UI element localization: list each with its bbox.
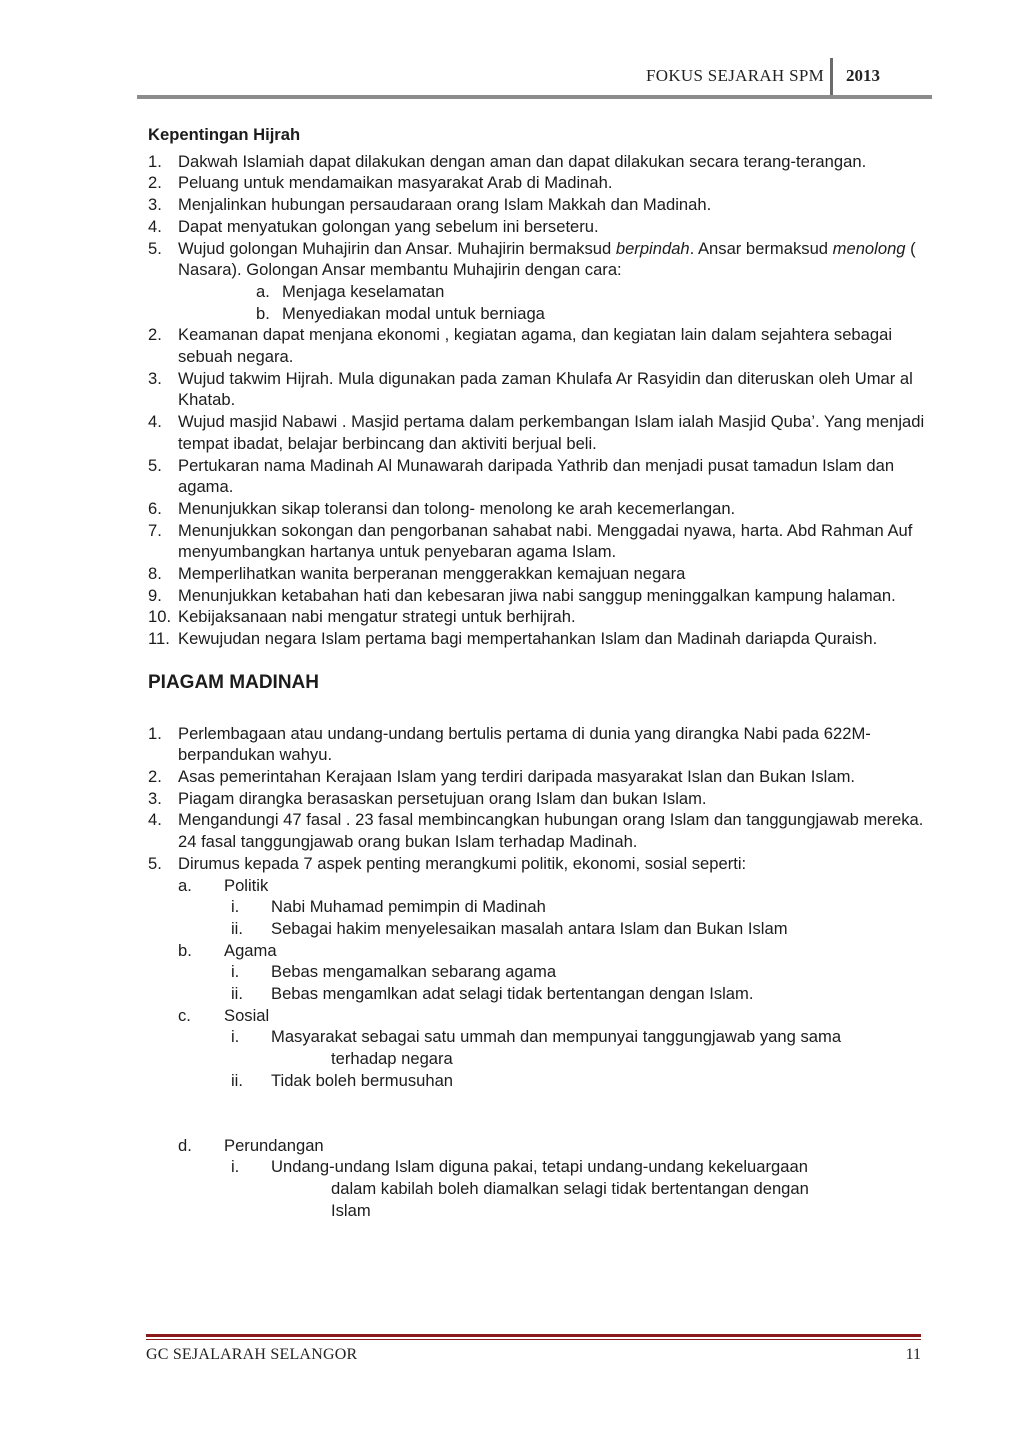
list-item: 5. Wujud golongan Muhajirin dan Ansar. Muhajirin bermaksud berpindah. Ansar bermaksud menolong ( Nasara). Golongan Ansar membantu Muhajirin dengan cara: a. Menjaga keselamatan b. Menyediakan modal untuk berniaga bbox=[148, 238, 928, 325]
footer-rule-thin bbox=[146, 1339, 921, 1340]
list-item: 4. Dapat menyatukan golongan yang sebelum ini berseteru. bbox=[148, 216, 599, 236]
header-title: FOKUS SEJARAH SPM bbox=[646, 66, 824, 85]
aspect-point: i. Nabi Muhamad pemimpin di Madinah bbox=[231, 897, 546, 917]
list-item: 2. Peluang untuk mendamaikan masyarakat Arab di Madinah. bbox=[148, 173, 613, 193]
list-item: 1. Perlembagaan atau undang-undang bertulis pertama di dunia yang dirangka Nabi pada 622M- berpandukan wahyu. bbox=[148, 723, 871, 765]
aspect-item-politik: a. Politik bbox=[178, 875, 269, 895]
aspect-point-continuation: terhadap negara bbox=[331, 1049, 453, 1069]
list-item: 6. Menunjukkan sikap toleransi dan tolong- menolong ke arah kecemerlangan. bbox=[148, 498, 736, 518]
list-item: 5. Pertukaran nama Madinah Al Munawarah daripada Yathrib dan menjadi pusat tamadun Islam dan agama. bbox=[148, 455, 895, 497]
list-item: 5. Dirumus kepada 7 aspek penting merangkumi politik, ekonomi, sosial seperti: bbox=[148, 853, 747, 873]
list-item: 3. Menjalinkan hubungan persaudaraan orang Islam Makkah dan Madinah. bbox=[148, 195, 712, 215]
aspect-point: i. Undang-undang Islam diguna pakai, tetapi undang-undang kekeluargaan dalam kabilah boleh diamalkan selagi tidak bertentangan dengan Islam bbox=[178, 1156, 928, 1221]
aspect-item-sosial: c. Sosial bbox=[178, 1005, 270, 1025]
aspect-list bbox=[178, 875, 928, 1222]
list-item: 4. Mengandungi 47 fasal . 23 fasal membincangkan hubungan orang Islam dan tanggungjawab mereka. 24 fasal tanggungjawab orang bukan Islam terhadap Madinah. bbox=[148, 810, 924, 852]
section-heading-piagam-madinah: PIAGAM MADINAH bbox=[148, 671, 319, 693]
header-separator bbox=[830, 58, 833, 96]
sub-item: a. Menjaga keselamatan bbox=[256, 281, 445, 301]
list-item: 8. Memperlihatkan wanita berperanan menggerakkan kemajuan negara bbox=[148, 564, 686, 584]
header-rule bbox=[137, 95, 932, 99]
list-item: 3. Piagam dirangka berasaskan persetujuan orang Islam dan bukan Islam. bbox=[148, 788, 707, 808]
list-item: 1. Dakwah Islamiah dapat dilakukan dengan aman dan dapat dilakukan secara terang-terangan. bbox=[148, 151, 867, 171]
piagam-list bbox=[148, 723, 928, 875]
list-item: 2. Asas pemerintahan Kerajaan Islam yang terdiri daripada masyarakat Islan dan Bukan Islam. bbox=[148, 766, 856, 786]
hijrah-list bbox=[148, 151, 928, 650]
footer-rule bbox=[146, 1334, 921, 1337]
italic-term: berpindah bbox=[615, 238, 690, 258]
aspect-point: i. Bebas mengamalkan sebarang agama bbox=[231, 962, 557, 982]
spacer bbox=[178, 1092, 928, 1135]
list-item: 7. Menunjukkan sokongan dan pengorbanan sahabat nabi. Menggadai nyawa, harta. Abd Rahman Auf menyumbangkan hartanya untuk penyebaran agama Islam. bbox=[148, 520, 913, 562]
sub-item: b. Menyediakan modal untuk berniaga bbox=[256, 303, 545, 323]
aspect-item-agama: b. Agama bbox=[178, 940, 277, 960]
list-item: 11. Kewujudan negara Islam pertama bagi mempertahankan Islam dan Madinah dariapda Quraish. bbox=[148, 629, 878, 649]
page-content bbox=[148, 124, 928, 1221]
page-number: 11 bbox=[905, 1346, 921, 1363]
footer-label: GC SEJALARAH SELANGOR bbox=[146, 1346, 358, 1363]
list-item: 4. Wujud masjid Nabawi . Masjid pertama dalam perkembangan Islam ialah Masjid Quba’. Yang menjadi tempat ibadat, belajar berbincang dan aktiviti berjual beli. bbox=[148, 412, 925, 453]
header-year: 2013 bbox=[846, 66, 880, 85]
sub-list bbox=[256, 281, 928, 324]
list-item: 10. Kebijaksanaan nabi mengatur strategi untuk berhijrah. bbox=[148, 607, 576, 627]
aspect-item-perundangan: d. Perundangan bbox=[178, 1135, 324, 1155]
list-item: 9. Menunjukkan ketabahan hati dan kebesaran jiwa nabi sanggup meninggalkan kampung halaman. bbox=[148, 585, 896, 605]
section-heading-kepentingan-hijrah: Kepentingan Hijrah bbox=[148, 125, 301, 144]
aspect-point: i. Masyarakat sebagai satu ummah dan mempunyai tanggungjawab yang sama terhadap negara bbox=[178, 1026, 928, 1069]
list-item: 3. Wujud takwim Hijrah. Mula digunakan pada zaman Khulafa Ar Rasyidin dan diteruskan oleh Umar al Khatab. bbox=[148, 368, 913, 410]
italic-term: menolong bbox=[832, 238, 906, 258]
aspect-point-continuation: dalam kabilah boleh diamalkan selagi tidak bertentangan dengan bbox=[331, 1178, 809, 1198]
list-item: 2. Keamanan dapat menjana ekonomi , kegiatan agama, dan kegiatan lain dalam sejahtera sebagai sebuah negara. bbox=[148, 325, 893, 367]
aspect-point: ii. Sebagai hakim menyelesaikan masalah antara Islam dan Bukan Islam bbox=[231, 918, 788, 938]
aspect-point: ii. Tidak boleh bermusuhan bbox=[231, 1070, 454, 1090]
aspect-point: ii. Bebas mengamlkan adat selagi tidak bertentangan dengan Islam. bbox=[231, 984, 754, 1004]
aspect-point-continuation: Islam bbox=[331, 1200, 371, 1220]
